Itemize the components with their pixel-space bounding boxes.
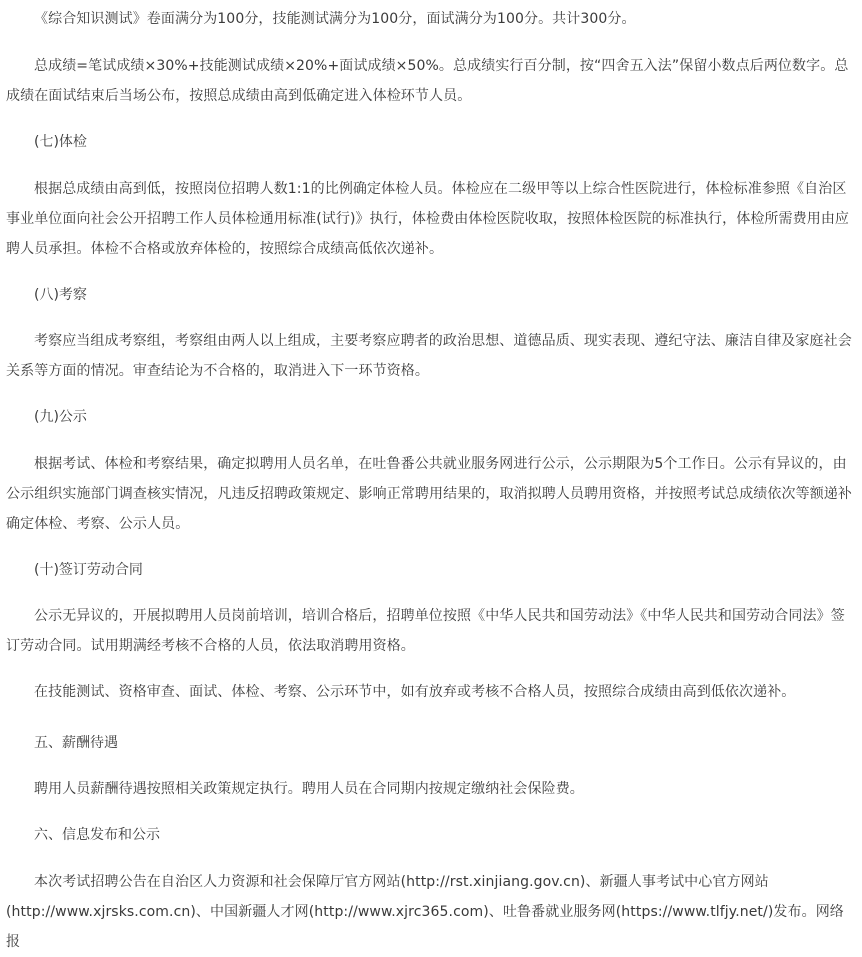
paragraph-salary: 聘用人员薪酬待遇按照相关政策规定执行。聘用人员在合同期内按规定缴纳社会保险费。: [34, 781, 584, 797]
paragraph-score-composition: 《综合知识测试》卷面满分为100分，技能测试满分为100分，面试满分为100分。共计300分。: [34, 11, 636, 27]
heading-salary: 五、薪酬待遇: [34, 735, 118, 751]
paragraph-physical-exam: 根据总成绩由高到低，按照岗位招聘人数1:1的比例确定体检人员。体检应在二级甲等以上综合性医院进行，体检标准参照《自治区事业单位面向社会公开招聘工作人员体检通用标准(试行)》执行，体检费由体检医院收取，按照体检医院的标准执行，体检所需费用由应聘人员承担。体检不合格或放弃体检的，按照综合成绩高低依次递补。: [6, 181, 850, 257]
heading-info-release: 六、信息发布和公示: [34, 827, 160, 843]
paragraph-labor-contract: 公示无异议的，开展拟聘用人员岗前培训，培训合格后，招聘单位按照《中华人民共和国劳动法》《中华人民共和国劳动合同法》签订劳动合同。试用期满经考核不合格的人员，依法取消聘用资格。: [6, 608, 845, 654]
paragraph-publicity: 根据考试、体检和考察结果，确定拟聘用人员名单，在吐鲁番公共就业服务网进行公示，公示期限为5个工作日。公示有异议的，由公示组织实施部门调查核实情况，凡违反招聘政策规定、影响正常聘用结果的，取消拟聘人员聘用资格，并按照考试总成绩依次等额递补确定体检、考察、公示人员。: [6, 456, 852, 532]
paragraph-total-score: 总成绩=笔试成绩×30%+技能测试成绩×20%+面试成绩×50%。总成绩实行百分制，按“四舍五入法”保留小数点后两位数字。总成绩在面试结束后当场公布，按照总成绩由高到低确定进入体检环节人员。: [6, 58, 849, 104]
heading-labor-contract: (十)签订劳动合同: [34, 562, 143, 578]
paragraph-inspection: 考察应当组成考察组，考察组由两人以上组成，主要考察应聘者的政治思想、道德品质、现实表现、遵纪守法、廉洁自律及家庭社会关系等方面的情况。审查结论为不合格的，取消进入下一环节资格。: [6, 333, 852, 379]
heading-physical-exam: (七)体检: [34, 134, 87, 150]
paragraph-substitution: 在技能测试、资格审查、面试、体检、考察、公示环节中，如有放弃或考核不合格人员，按照综合成绩由高到低依次递补。: [34, 684, 796, 700]
paragraph-info-release: 本次考试招聘公告在自治区人力资源和社会保障厅官方网站(http://rst.xinjiang.gov.cn)、新疆人事考试中心官方网站(http://www.xjrsks.com.cn)、中国新疆人才网(http://www.xjrc365.com)、吐鲁番就业服务网(https://www.tlfjy.net/)发布。网络报: [6, 874, 844, 950]
heading-inspection: (八)考察: [34, 287, 87, 303]
heading-publicity: (九)公示: [34, 409, 87, 425]
